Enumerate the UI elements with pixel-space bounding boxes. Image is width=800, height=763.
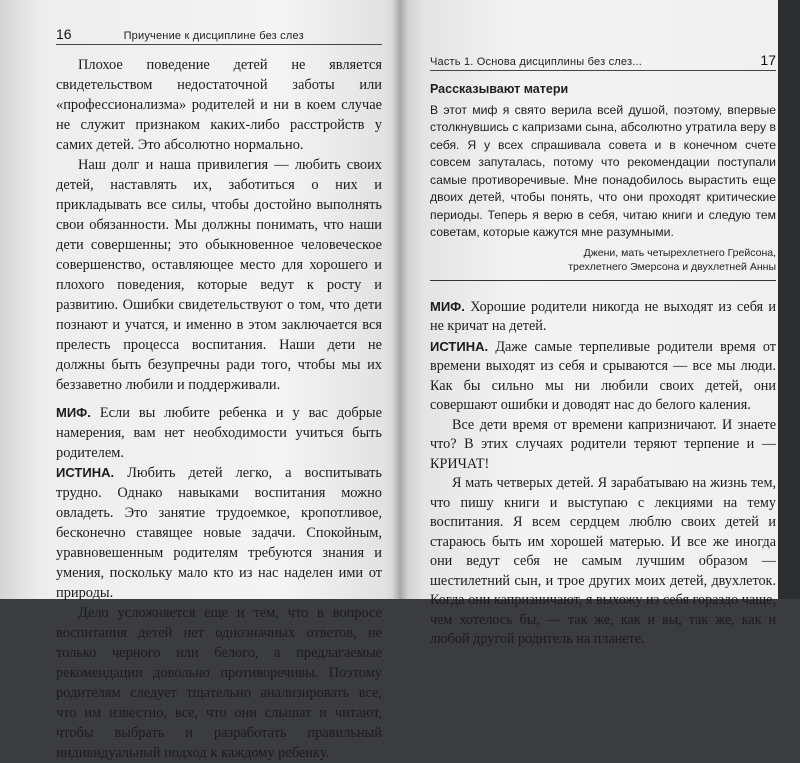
left-body-text <box>56 55 382 763</box>
table-background <box>778 0 800 599</box>
attribution-line-1: Джени, мать четырехлетнего Грейсона, <box>583 246 776 259</box>
paragraph-bad-behavior: Плохое поведение детей не является свидетельством недостаточной заботы или «профессионализма» родителей и ни в коем случае не служит признаком каких-либо расстройств у самих детей. Это абсолютно нормально. <box>56 57 382 153</box>
right-page-number: 17 <box>760 52 776 68</box>
paragraph-mother-of-four: Я мать четверых детей. Я зарабатываю на жизнь тем, что пишу книги и выступаю с лекциями на тему воспитания. Я всем сердцем люблю своих детей и стараюсь быть им хорошей матерью. И все же иногда они ведут себя не самым лучшим образом — шестилетний сын, и трое других моих детей, двухлеток. Когда они капризничают, я выхожу из себя гораздо чаще, чем хотелось бы, — так же, как и вы, так же, как и любой другой родитель на планете. <box>430 475 776 647</box>
paragraph-all-children: Все дети время от времени капризничают. И знаете что? В этих случаях родители теряют терпение и — КРИЧАТ! <box>430 416 776 472</box>
truth-label-2: ИСТИНА. <box>430 338 489 354</box>
left-running-head <box>56 26 382 45</box>
attribution-line-2: трехлетнего Эмерсона и двухлетней Анны <box>568 260 776 273</box>
mothers-story-sidebar <box>430 81 776 281</box>
right-running-head <box>430 52 776 71</box>
left-page <box>0 0 400 761</box>
truth-block-2 <box>430 337 776 416</box>
myth-label: МИФ. <box>56 405 91 420</box>
book-spine-shadow <box>392 0 408 599</box>
sidebar-title: Рассказывают матери <box>430 82 569 96</box>
right-page <box>400 0 800 647</box>
right-running-title: Часть 1. Основа дисциплины без слез... <box>430 56 642 68</box>
truth-label: ИСТИНА. <box>56 465 115 480</box>
sidebar-attribution <box>430 246 776 274</box>
truth-text: Любить детей легко, а воспитывать трудно. Однако навыками воспитания можно овладеть. Это занятие трудоемкое, кропотливое, бесконечно ставящее новые задачи. Спокойным, уравновешенным родителям требуются знания и умения, поскольку мало кто из нас наделен ими от природы. <box>56 465 382 601</box>
paragraph-closing: Дело усложняется еще и тем, что в вопросе воспитания детей нет однозначных ответов, не только черного или белого, а предлагаемые рекомендации довольно противоречивы. Поэтому родителям следует тщательно анализировать все, что им известно, все, что они слышат и читают, чтобы выбрать и разработать правильный индивидуальный подход к каждому ребенку. <box>56 605 382 761</box>
myth-text-2: Хорошие родители никогда не выходят из себя и не кричат на детей. <box>430 298 776 334</box>
truth-block <box>56 463 382 603</box>
right-body-text <box>430 297 776 650</box>
truth-text-2: Даже самые терпеливые родители время от времени выходят из себя и срываются — все мы люди. Как бы сильно мы ни любили своих детей, они совершают ошибки и доводят нас до белого каления. <box>430 338 776 413</box>
myth-block <box>56 403 382 463</box>
left-running-title: Приучение к дисциплине без слез <box>123 30 304 42</box>
myth-block-2 <box>430 297 776 337</box>
sidebar-text: В этот миф я свято верила всей душой, поэтому, впервые столкнувшись с капризами сына, абсолютно утратила веру в себя. Я у всех спрашивала совета и в конечном счете совсем запуталась, потому что рекомендации поступали самые противоречивые. Мне понадобилось вырастить еще двоих детей, чтобы понять, что они проходят критические периоды. Теперь я верю в себя, читаю книги и следую тем советам, которые кажутся мне разумными. <box>430 102 776 239</box>
myth-label-2: МИФ. <box>430 298 465 314</box>
left-page-number: 16 <box>56 26 72 42</box>
myth-text: Если вы любите ребенка и у вас добрые намерения, вам нет необходимости учиться быть родителем. <box>56 405 382 461</box>
paragraph-parental-duty: Наш долг и наша привилегия — любить своих детей, наставлять их, заботиться о них и прикладывать все силы, чтобы достойно выполнять свои обязанности. Мы должны понимать, что наши дети совершенны; это обыкновенное человеческое совершенство, оставляющее место для хорошего и плохого поведения, которые ведут к росту и развитию. Ошибки свидетельствуют о том, что дети познают и учатся, и именно в этом заключается вся прелесть процесса воспитания. Наши дети не должны быть безупречны ради того, чтобы мы их беззаветно любили и поддерживали. <box>56 157 382 393</box>
